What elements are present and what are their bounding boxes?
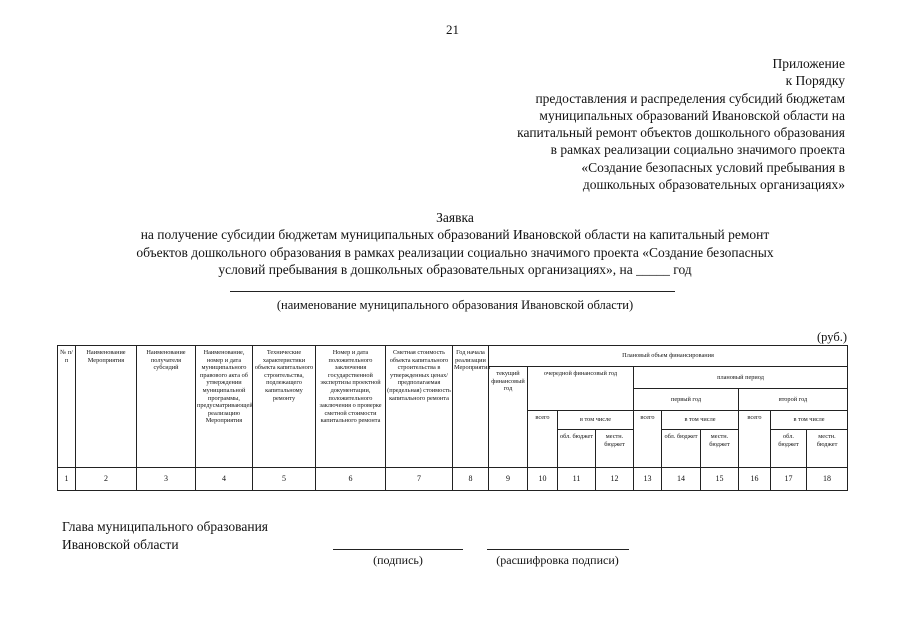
header-regional-budget: обл. бюджет	[771, 430, 807, 468]
column-number: 8	[453, 468, 489, 491]
column-number: 9	[489, 468, 528, 491]
header-including: в том числе	[662, 411, 739, 430]
column-number: 4	[196, 468, 253, 491]
column-number: 11	[558, 468, 596, 491]
column-number: 10	[528, 468, 558, 491]
column-number: 14	[662, 468, 701, 491]
column-number: 3	[137, 468, 196, 491]
header-first-year: первый год	[634, 389, 739, 411]
header-local-budget: местн. бюджет	[701, 430, 739, 468]
municipality-caption: (наименование муниципального образования Ивановской области)	[276, 298, 634, 312]
column-number: 17	[771, 468, 807, 491]
appendix-line: в рамках реализации социально значимого проекта	[550, 142, 845, 158]
title-line: на получение субсидии бюджетам муниципальных образований Ивановской области на капитальный ремонт	[140, 227, 770, 243]
appendix-block	[517, 55, 845, 193]
municipality-name-field[interactable]	[230, 291, 675, 292]
column-number: 5	[253, 468, 316, 491]
signatory-title-line: Глава муниципального образования	[62, 519, 269, 534]
signature-decoding-caption: (расшифровка подписи)	[496, 553, 619, 567]
header-next-year: очередной финансовый год	[528, 367, 634, 411]
header-expertise: Номер и дата положительного заключения государственной экспертизы проектной документации, положительного заключения о проверке сметной стоимости капитального ремонта	[316, 346, 386, 468]
header-regional-budget: обл. бюджет	[662, 430, 701, 468]
header-local-budget: местн. бюджет	[596, 430, 634, 468]
column-number: 13	[634, 468, 662, 491]
signature-field[interactable]	[333, 549, 463, 550]
header-event-name: Наименование Мероприятия	[76, 346, 137, 468]
appendix-line: капитальный ремонт объектов дошкольного образования	[517, 125, 845, 141]
column-number: 6	[316, 468, 386, 491]
signature-caption: (подпись)	[373, 553, 423, 567]
header-regional-budget: обл. бюджет	[558, 430, 596, 468]
signature-decoding-field[interactable]	[487, 549, 629, 550]
document-title	[60, 209, 850, 278]
header-number: № п/п	[58, 346, 76, 468]
column-number-row	[58, 468, 848, 491]
title-heading: Заявка	[436, 210, 474, 225]
column-number: 1	[58, 468, 76, 491]
appendix-line: «Создание безопасных условий пребывания в	[581, 159, 845, 175]
header-start-year: Год начала реализации Мероприятия	[453, 346, 489, 468]
column-number: 7	[386, 468, 453, 491]
page-number: 21	[446, 22, 459, 37]
currency-note: (руб.)	[817, 330, 847, 344]
header-planned-volume: Плановый объем финансирования	[489, 346, 848, 367]
column-number: 18	[807, 468, 848, 491]
header-total: всего	[634, 411, 662, 468]
header-total: всего	[528, 411, 558, 468]
application-table	[57, 345, 848, 491]
header-current-year: текущий финансовый год	[489, 367, 528, 468]
signatory-title-line: Ивановской области	[62, 536, 179, 552]
signatory-title	[62, 518, 268, 553]
column-number: 16	[739, 468, 771, 491]
appendix-line: дошкольных образовательных организациях»	[582, 177, 845, 193]
header-local-budget: местн. бюджет	[807, 430, 848, 468]
title-line: условий пребывания в дошкольных образовательных организациях», на _____ год	[218, 261, 692, 277]
header-recipient: Наименование получателя субсидий	[137, 346, 196, 468]
header-planning-period: плановый период	[634, 367, 848, 389]
header-total: всего	[739, 411, 771, 468]
title-line: объектов дошкольного образования в рамках реализации социально значимого проекта «Создание безопасных	[136, 244, 774, 260]
appendix-line: Приложение	[772, 56, 845, 71]
header-tech-specs: Технические характеристики объекта капитального строительства, подлежащего капитальному ремонту	[253, 346, 316, 468]
appendix-line: муниципальных образований Ивановской области на	[539, 107, 845, 123]
column-number: 12	[596, 468, 634, 491]
header-legal-act: Наименование, номер и дата муниципального правового акта об утверждении муниципальной программы, предусматривающей реализацию Мероприятия	[196, 346, 253, 468]
header-estimated-cost: Сметная стоимость объекта капитального строительства в утвержденных ценах/предполагаемая (предельная) стоимость капитального ремонта	[386, 346, 453, 468]
appendix-line: к Порядку	[785, 73, 845, 89]
header-second-year: второй год	[739, 389, 848, 411]
header-including: в том числе	[558, 411, 634, 430]
column-number: 2	[76, 468, 137, 491]
column-number: 15	[701, 468, 739, 491]
appendix-line: предоставления и распределения субсидий бюджетам	[535, 90, 845, 106]
header-including: в том числе	[771, 411, 848, 430]
